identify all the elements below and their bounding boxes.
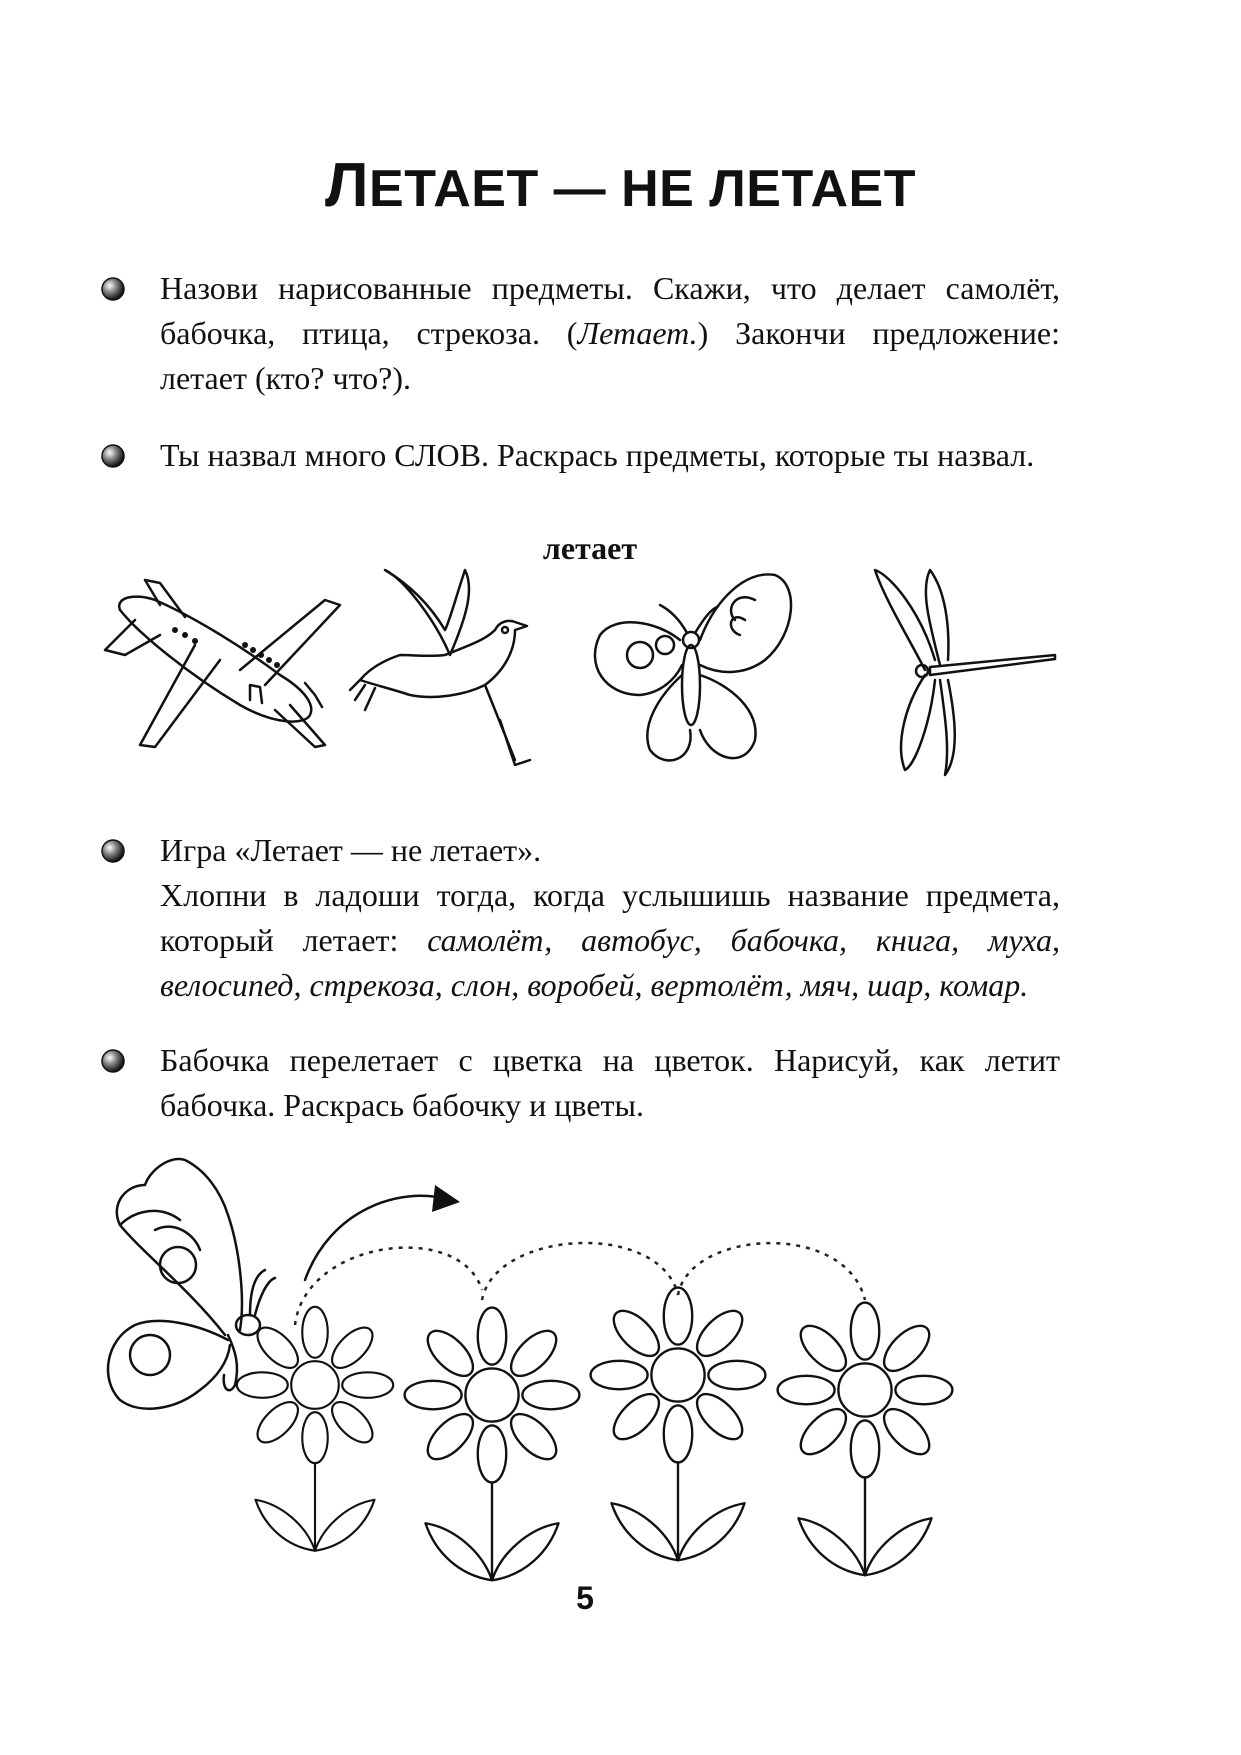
title-rest: ЕТАЕТ — НЕ ЛЕТАЕТ <box>369 160 916 218</box>
task-3-word-list: самолёт, автобус, бабочка, книга, муха, велосипед, стрекоза, слон, воробей, вертолёт, мяч, шар, комар. <box>160 922 1061 1003</box>
task-1-text-end: ) Закончи предложение: летает (кто? что?). <box>160 315 1061 396</box>
task-3-text <box>160 873 1060 1008</box>
title-first-letter: Л <box>325 151 370 220</box>
flower-icon <box>405 1308 580 1581</box>
task-3-title: Игра «Летает — не летает». <box>160 832 542 868</box>
picture-row-caption: летает <box>542 530 638 566</box>
bullet-icon <box>100 276 126 302</box>
large-butterfly-icon <box>108 1159 275 1409</box>
page-title <box>0 150 1241 221</box>
task-2-text: Ты назвал много СЛОВ. Раскрась предметы, которые ты назвал. <box>160 437 1035 473</box>
airplane-icon <box>100 575 360 755</box>
flower-icon <box>237 1307 393 1551</box>
butterfly-icon <box>585 565 800 775</box>
task-1-italic: Летает. <box>577 315 698 351</box>
bullet-icon <box>100 443 126 469</box>
flower-icon <box>778 1303 953 1576</box>
dragonfly-icon <box>870 565 1060 780</box>
bird-icon <box>355 560 535 780</box>
task-4-text: Бабочка перелетает с цветка на цветок. Нарисуй, как летит бабочка. Раскрась бабочку и цветы. <box>160 1042 1060 1123</box>
page-number: 5 <box>576 1580 594 1616</box>
bullet-icon <box>100 1048 126 1074</box>
task-3-text-start: Хлопни в ладоши тогда, когда услышишь название предмета, который летает: <box>160 877 1060 958</box>
bullet-icon <box>100 838 126 864</box>
flower-icon <box>591 1288 766 1561</box>
task-1-text <box>160 266 1060 401</box>
butterfly-flight-scene <box>100 1150 1080 1570</box>
task-1-text-start: Назови нарисованные предметы. Скажи, что делает самолёт, бабочка, птица, стрекоза. ( <box>160 270 1060 351</box>
